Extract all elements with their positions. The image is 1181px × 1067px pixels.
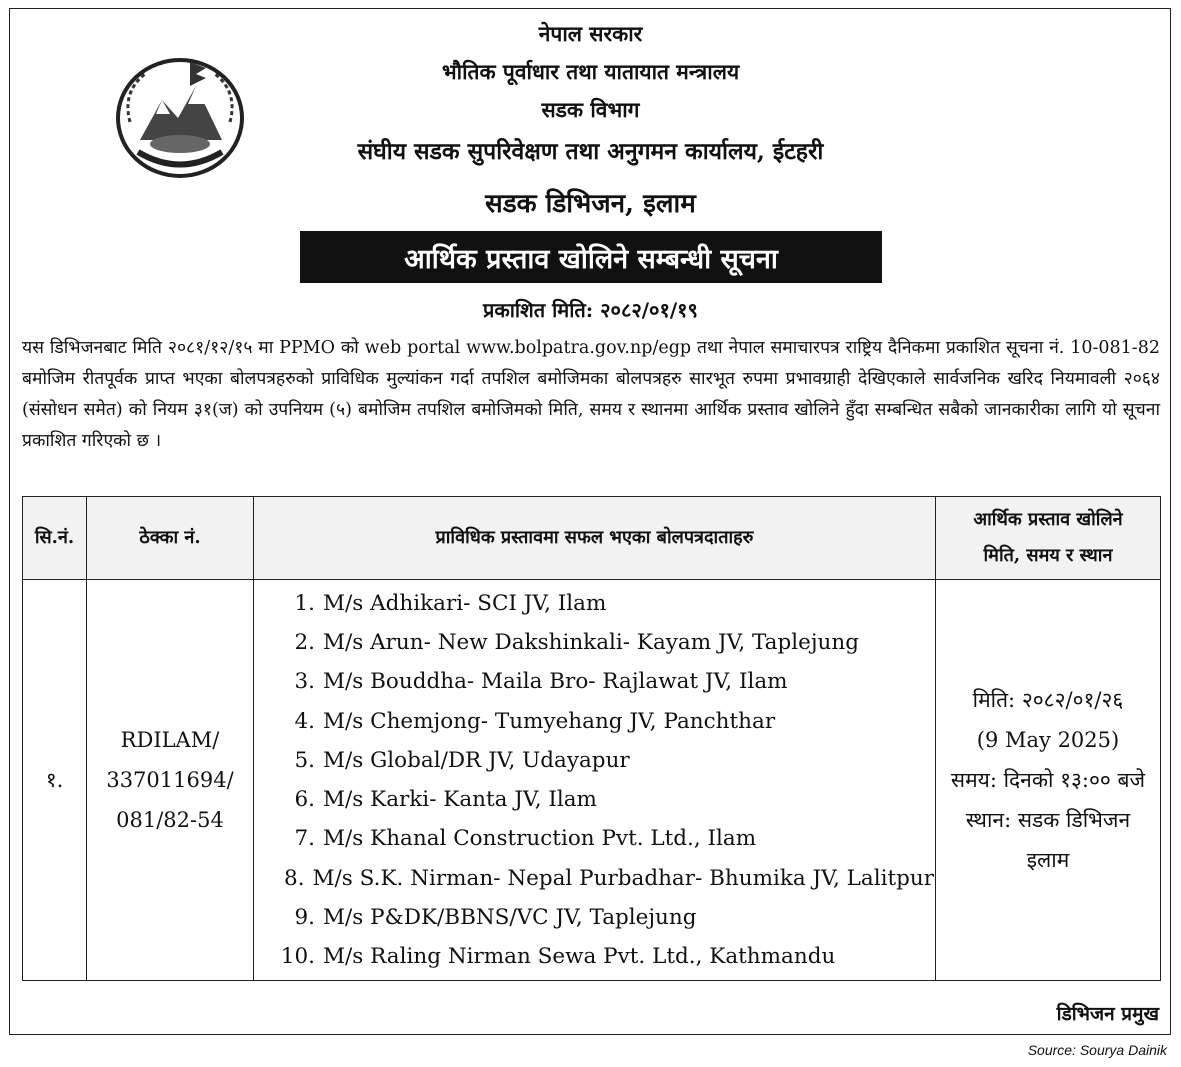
contract-number-line: RDILAM/ <box>120 728 220 752</box>
col-header-opening <box>936 497 1161 580</box>
bidder-number: 7. <box>294 826 315 852</box>
opening-time: समय: दिनको १३:०० बजे <box>950 768 1146 792</box>
contract-number-line: 337011694/ <box>106 768 234 792</box>
opening-place-line2: इलाम <box>1026 848 1070 872</box>
bidder-name: M/s Global/DR JV, Udayapur <box>323 747 630 773</box>
bidder-name: M/s Karki- Kanta JV, Ilam <box>323 787 597 813</box>
bidder-name: M/s Bouddha- Maila Bro- Rajlawat JV, Ilam <box>323 669 788 695</box>
table-header-row <box>23 497 1161 580</box>
contract-number-line: 081/82-54 <box>116 808 224 832</box>
bidder-name: M/s P&DK/BBNS/VC JV, Taplejung <box>323 905 697 931</box>
department-title: सडक विभाग <box>541 97 640 122</box>
table-row <box>23 580 1161 981</box>
bidder-name: M/s Arun- New Dakshinkali- Kayam JV, Taplejung <box>323 629 859 655</box>
bidders-table <box>22 496 1161 981</box>
list-item <box>279 898 934 937</box>
list-item <box>279 701 934 740</box>
col-header-sn: सि.नं. <box>23 497 87 580</box>
opening-date: मिति: २०८२/०१/२६ <box>972 688 1124 712</box>
list-item <box>279 623 934 662</box>
list-item <box>279 937 934 976</box>
signature-title: डिभिजन प्रमुख <box>1056 1003 1159 1025</box>
govt-title: नेपाल सरकार <box>538 21 643 46</box>
notice-body: यस डिभिजनबाट मिति २०८१/१२/१५ मा PPMO को web portal www.bolpatra.gov.np/egp तथा नेपाल समाचारपत्र राष्ट्रिय दैनिकमा प्रकाशित सूचना नं. 10-081-82 बमोजिम रीतपूर्वक प्राप्त भएका बोलपत्रहरुको प्राविधिक मुल्यांकन गर्दा तपशिल बमोजिमका बोलपत्रहरु सारभूत रुपमा प्रभावग्राही देखिएकाले सार्वजनिक खरिद नियमावली २०६४ (संसोधन समेत) को नियम ३१(ज) को उपनियम (५) बमोजिम तपशिल बमोजिमको मिति, समय र स्थानमा आर्थिक प्रस्ताव खोलिने हुँदा सम्बन्धित सबैको जानकारीका लागि यो सूचना प्रकाशित गरिएको छ । <box>22 338 1160 451</box>
opening-details <box>936 580 1161 981</box>
row-sn: १. <box>23 580 87 981</box>
bidder-name: M/s S.K. Nirman- Nepal Purbadhar- Bhumika JV, Lalitpur <box>312 865 934 891</box>
bidder-number: 4. <box>294 708 315 734</box>
bidder-number: 6. <box>294 787 315 813</box>
list-item <box>279 741 934 780</box>
list-item <box>279 859 934 898</box>
contract-number <box>87 580 254 981</box>
bidder-number: 8. <box>284 865 305 891</box>
bidder-number: 1. <box>294 590 315 616</box>
published-date: प्रकाशित मिति: २०८२/०१/१९ <box>483 298 698 322</box>
opening-place: स्थान: सडक डिभिजन <box>965 808 1131 832</box>
bidder-name: M/s Chemjong- Tumyehang JV, Panchthar <box>323 708 776 734</box>
list-item <box>279 584 934 623</box>
notice-title: आर्थिक प्रस्ताव खोलिने सम्बन्धी सूचना <box>300 231 882 283</box>
bidder-number: 3. <box>294 669 315 695</box>
bidder-name: M/s Raling Nirman Sewa Pvt. Ltd., Kathmandu <box>323 944 836 970</box>
division-title: सडक डिभिजन, इलाम <box>485 189 696 219</box>
source-credit: Source: Sourya Dainik <box>1027 1042 1167 1058</box>
list-item <box>279 780 934 819</box>
col-header-bidders: प्राविधिक प्रस्तावमा सफल भएका बोलपत्रदाताहरु <box>254 497 936 580</box>
col-header-contract: ठेक्का नं. <box>87 497 254 580</box>
col-header-opening-line1: आर्थिक प्रस्ताव खोलिने <box>973 509 1123 530</box>
bidder-number: 5. <box>294 747 315 773</box>
bidder-number: 9. <box>294 905 315 931</box>
col-header-opening-line2: मिति, समय र स्थान <box>983 545 1113 566</box>
opening-date-english: (9 May 2025) <box>976 728 1120 752</box>
bidder-name: M/s Adhikari- SCI JV, Ilam <box>323 590 607 616</box>
bidder-number: 10. <box>280 944 315 970</box>
bidder-number: 2. <box>294 629 315 655</box>
bidder-name: M/s Khanal Construction Pvt. Ltd., Ilam <box>323 826 757 852</box>
list-item <box>279 819 934 858</box>
office-title: संघीय सडक सुपरिवेक्षण तथा अनुगमन कार्यालय, ईटहरी <box>357 138 824 165</box>
list-item <box>279 662 934 701</box>
bidders-cell <box>254 580 936 981</box>
ministry-title: भौतिक पूर्वाधार तथा यातायात मन्त्रालय <box>441 59 740 84</box>
bidders-list <box>255 584 934 977</box>
